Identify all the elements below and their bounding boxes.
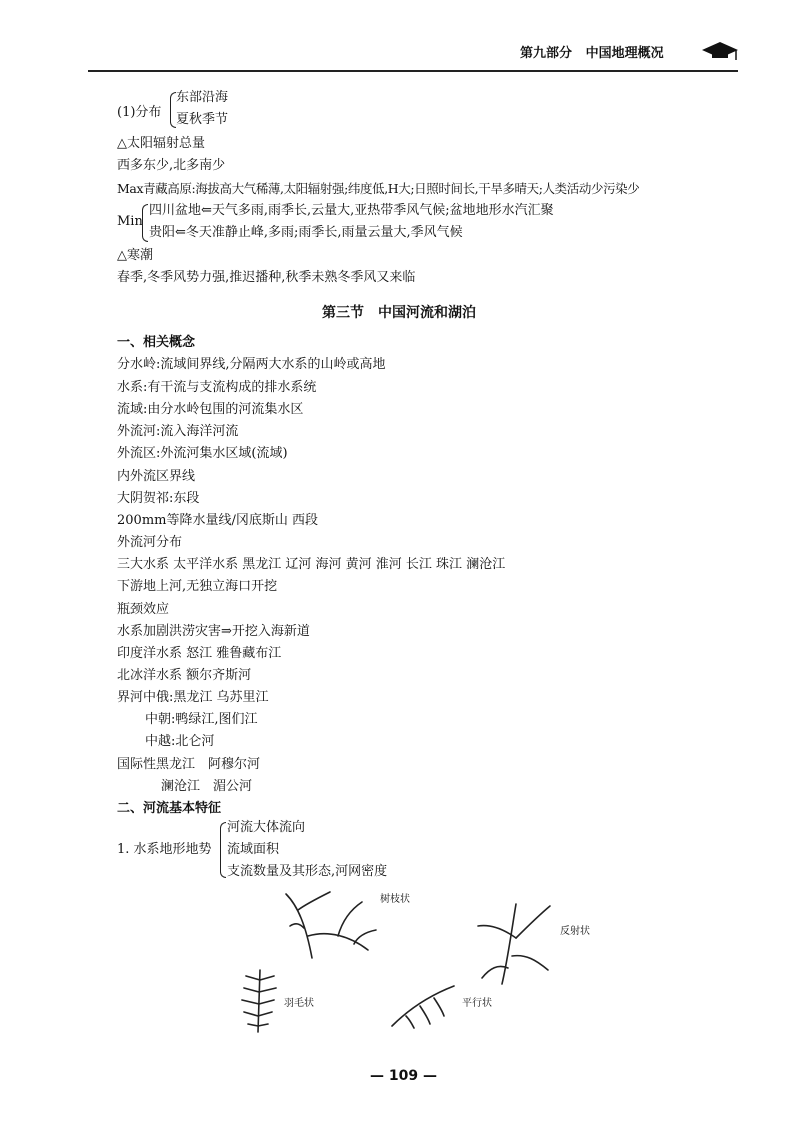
pattern-label-parallel: 平行状 xyxy=(462,998,492,1009)
cold-wave-text: 春季,冬季风势力强,推迟播种,秋季未熟冬季风又来临 xyxy=(117,270,416,285)
page-number: — 109 — xyxy=(370,1068,437,1084)
concept-line: 界河中俄:黑龙江 乌苏里江 xyxy=(117,690,269,705)
min-item: 贵阳⇐冬天准静止峰,多雨;雨季长,雨量云量大,季风气候 xyxy=(149,225,463,240)
distribution-label: (1)分布 xyxy=(117,105,162,120)
max-line: Max青藏高原:海拔高大气稀薄,太阳辐射强;纬度低,H大;日照时间长,干旱多晴天;人类活动少污染少 xyxy=(117,181,640,196)
concept-line: 三大水系 太平洋水系 黑龙江 辽河 海河 黄河 淮河 长江 珠江 澜沧江 xyxy=(117,557,506,572)
border-cn-korea: 中朝:鸭绿江,图们江 xyxy=(145,712,258,727)
border-cn-vietnam: 中越:北仑河 xyxy=(145,734,215,749)
concepts-heading: 一、相关概念 xyxy=(117,335,196,350)
feature-item: 支流数量及其形态,河网密度 xyxy=(227,864,388,879)
pattern-label-radial: 反射状 xyxy=(560,926,590,937)
solar-heading: △太阳辐射总量 xyxy=(117,136,205,151)
features-heading: 二、河流基本特征 xyxy=(117,801,222,816)
intl-river-line: 澜沧江 湄公河 xyxy=(161,779,253,794)
feature-item: 流域面积 xyxy=(227,842,280,857)
concept-line: 内外流区界线 xyxy=(117,469,196,484)
concept-line: 流域:由分水岭包围的河流集水区 xyxy=(117,402,304,417)
distribution-item: 东部沿海 xyxy=(176,90,229,105)
concept-line: 大阴贺祁:东段 xyxy=(117,491,200,506)
solar-pattern: 西多东少,北多南少 xyxy=(117,158,226,173)
concept-line: 200mm等降水量线/冈底斯山 西段 xyxy=(117,513,318,528)
features-label: 1. 水系地形地势 xyxy=(117,842,212,857)
brace xyxy=(220,822,226,878)
concept-line: 外流河:流入海洋河流 xyxy=(117,424,239,439)
dendritic-river-diagram xyxy=(278,886,388,966)
concept-line: 水系:有干流与支流构成的排水系统 xyxy=(117,380,317,395)
min-item: 四川盆地⇐天气多雨,雨季长,云量大,亚热带季风气候;盆地地形水汽汇聚 xyxy=(149,203,554,218)
concept-line: 下游地上河,无独立海口开挖 xyxy=(117,579,278,594)
header-title: 中国地理概况 xyxy=(585,46,664,61)
concept-line: 北冰洋水系 额尔齐斯河 xyxy=(117,668,252,683)
section-title: 第三节 中国河流和湖泊 xyxy=(322,305,476,321)
pattern-label-dendritic: 树枝状 xyxy=(380,894,410,905)
distribution-item: 夏秋季节 xyxy=(176,112,229,127)
parallel-river-diagram xyxy=(388,982,460,1032)
cold-wave-heading: △寒潮 xyxy=(117,248,153,263)
radial-river-diagram xyxy=(472,898,562,990)
pinnate-river-diagram xyxy=(232,966,282,1036)
graduation-cap-icon xyxy=(700,38,740,64)
running-header xyxy=(520,42,664,61)
concept-line: 瓶颈效应 xyxy=(117,602,170,617)
feature-item: 河流大体流向 xyxy=(227,820,306,835)
concept-line: 外流区:外流河集水区域(流域) xyxy=(117,446,288,461)
header-part: 第九部分 xyxy=(520,46,573,61)
brace xyxy=(142,204,148,242)
min-label: Min xyxy=(117,214,143,229)
header-rule xyxy=(88,70,738,72)
concept-line: 外流河分布 xyxy=(117,535,183,550)
intl-river-line: 国际性黑龙江 阿穆尔河 xyxy=(117,757,261,772)
concept-line: 印度洋水系 怒江 雅鲁藏布江 xyxy=(117,646,282,661)
concept-line: 分水岭:流域间界线,分隔两大水系的山岭或高地 xyxy=(117,357,386,372)
pattern-label-pinnate: 羽毛状 xyxy=(284,998,314,1009)
concept-line: 水系加剧洪涝灾害⇒开挖入海新道 xyxy=(117,624,310,639)
